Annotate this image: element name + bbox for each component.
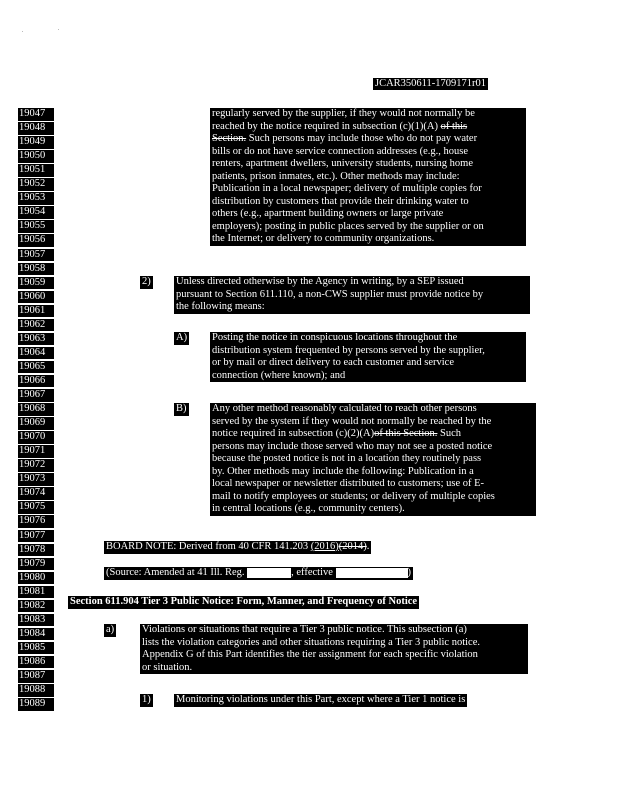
line-number: 19047 (18, 108, 54, 121)
line-number: 19049 (18, 136, 54, 149)
line-number: 19062 (18, 319, 54, 332)
text-line: Publication in a local newspaper; delivery of multiple copies for (212, 183, 482, 194)
scan-speck (22, 31, 23, 32)
line-number: 19077 (18, 530, 54, 543)
line-number: 19051 (18, 164, 54, 177)
text-line: connection (where known); and (212, 369, 346, 381)
text-line: reached by the notice required in subsection (c)(1)(A) of this (212, 120, 468, 132)
text-line: served by the system if they would not normally be reached by the (212, 415, 492, 427)
text-line: notice required in subsection (c)(2)(A)of this Section. Such (212, 428, 462, 439)
text-line: Posting the notice in conspicuous locations throughout the (212, 332, 458, 343)
scan-speck (58, 29, 59, 30)
line-number: 19068 (18, 403, 54, 416)
line-number: 19089 (18, 698, 54, 711)
line-number: 19073 (18, 473, 54, 486)
struck-text: of this (440, 120, 468, 132)
text-line: distribution system frequented by persons served by the supplier, (212, 344, 485, 356)
item-A-paragraph (210, 332, 526, 382)
text-line: because the posted notice is not in a location they routinely pass (212, 453, 482, 464)
line-number: 19053 (18, 192, 54, 205)
text-line: the Internet; or delivery to community organizations. (212, 233, 435, 244)
line-number: 19060 (18, 291, 54, 304)
line-number: 19055 (18, 220, 54, 233)
line-number: 19059 (18, 277, 54, 290)
item-2-paragraph (174, 276, 530, 314)
line-number: 19074 (18, 487, 54, 500)
line-number: 19054 (18, 206, 54, 219)
line-number: 19082 (18, 600, 54, 613)
text-line: pursuant to Section 611.110, a non-CWS supplier must provide notice by (176, 288, 484, 300)
text-line: or situation. (142, 661, 193, 673)
line-number: 19075 (18, 501, 54, 514)
text-line: Violations or situations that require a Tier 3 public notice. This subsection (a) (142, 624, 467, 635)
line-number: 19083 (18, 614, 54, 627)
line-number: 19070 (18, 431, 54, 444)
list-marker-a: a) (106, 624, 115, 635)
struck-text: of this Section. (374, 428, 438, 439)
struck-text: Section. (212, 133, 247, 144)
section-heading: Section 611.904 Tier 3 Public Notice: Form, Manner, and Frequency of Notice (70, 596, 418, 607)
inserted-text: (2016) (310, 541, 339, 552)
text-line: Unless directed otherwise by the Agency in writing, by a SEP issued (176, 276, 464, 287)
line-number: 19081 (18, 586, 54, 599)
line-number: 19065 (18, 361, 54, 374)
line-number: 19067 (18, 389, 54, 402)
text-line: renters, apartment dwellers, university students, nursing home (212, 158, 473, 169)
text-line: or by mail or direct delivery to each customer and service (212, 357, 454, 368)
text-line: by. Other methods may include the following: Publication in a (212, 465, 474, 477)
line-number: 19088 (18, 684, 54, 697)
line-number: 19076 (18, 515, 54, 528)
text-line: distribution by customers that provide their drinking water to (212, 195, 469, 207)
text-line: others (e.g., apartment building owners or large private (212, 208, 444, 219)
text-line: regularly served by the supplier, if they would not normally be (212, 108, 475, 119)
text-line: persons may include those served who may not see a posted notice (212, 440, 493, 452)
line-number: 19050 (18, 150, 54, 163)
list-marker-2: 2) (142, 276, 151, 287)
blank-field (247, 568, 291, 578)
text-line: local newspaper or newsletter distributed to customers; use of E- (212, 478, 485, 489)
line-number: 19064 (18, 347, 54, 360)
item-B-paragraph (210, 403, 536, 516)
line-number: 19079 (18, 558, 54, 571)
document-code: JCAR350611-1709171r01 (375, 78, 487, 89)
line-number: 19063 (18, 333, 54, 346)
line-number: 19052 (18, 178, 54, 191)
continuation-paragraph (210, 108, 526, 246)
line-number: 19058 (18, 263, 54, 276)
line-number: 19048 (18, 122, 54, 135)
text-line: bills or do not have service connection addresses (e.g., house (212, 145, 469, 157)
line-number: 19084 (18, 628, 54, 641)
text-line: the following means: (176, 301, 265, 312)
text-line: patients, prison inmates, etc.). Other methods may include: (212, 170, 460, 182)
board-note: BOARD NOTE: Derived from 40 CFR 141.203 (2016)(2014). (106, 541, 370, 552)
line-number: 19071 (18, 445, 54, 458)
source-note: (Source: Amended at 41 Ill. Reg. , effective ) (106, 567, 412, 578)
text-line: lists the violation categories and other situations requiring a Tier 3 public notice. (142, 636, 480, 648)
list-marker-A: A) (176, 332, 188, 343)
list-marker-1: 1) (142, 694, 151, 705)
line-number: 19085 (18, 642, 54, 655)
line-number: 19072 (18, 459, 54, 472)
text-line: Section. Such persons may include those who do not pay water (212, 133, 478, 144)
line-number: 19069 (18, 417, 54, 430)
text-line: employers); posting in public places served by the supplier or on (212, 220, 484, 232)
list-marker-B: B) (176, 403, 187, 414)
item-1-line: Monitoring violations under this Part, except where a Tier 1 notice is (176, 694, 466, 705)
line-number: 19061 (18, 305, 54, 318)
line-number: 19086 (18, 656, 54, 669)
item-a-paragraph (140, 624, 528, 674)
text-line: Any other method reasonably calculated to reach other persons (212, 403, 477, 414)
text-line: in central locations (e.g., community centers). (212, 503, 405, 514)
struck-text: (2014) (338, 541, 367, 552)
line-number: 19057 (18, 249, 54, 262)
text-line: Appendix G of this Part identifies the tier assignment for each specific violation (142, 649, 478, 660)
text-line: mail to notify employees or students; or delivery of multiple copies (212, 490, 495, 502)
line-number: 19056 (18, 234, 54, 247)
blank-field (336, 568, 408, 578)
line-number: 19078 (18, 544, 54, 557)
line-number: 19066 (18, 375, 54, 388)
line-number: 19080 (18, 572, 54, 585)
line-number: 19087 (18, 670, 54, 683)
